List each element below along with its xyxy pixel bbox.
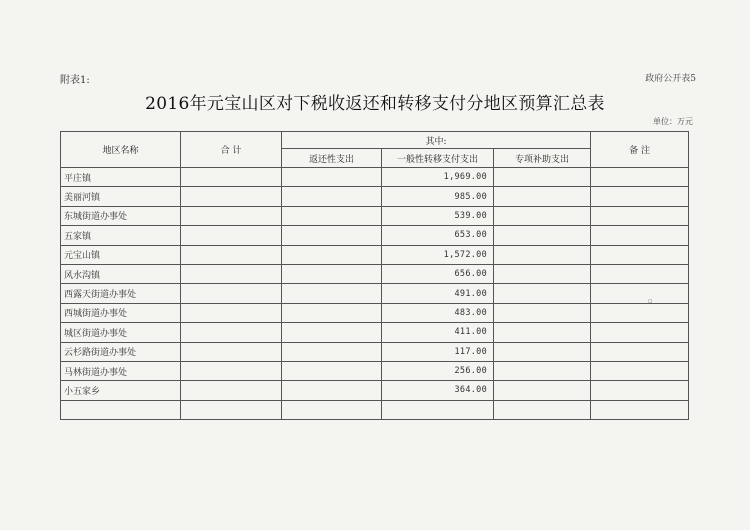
remarks-cell [591, 342, 689, 361]
region-cell [61, 400, 181, 419]
table-row [61, 323, 689, 342]
remarks-cell [591, 187, 689, 206]
general-transfer-cell: 539.00 [382, 206, 494, 225]
remarks-cell [591, 284, 689, 303]
public-disclosure-tag: 政府公开表5 [645, 74, 696, 84]
general-transfer-cell: 653.00 [382, 226, 494, 245]
remarks-cell [591, 206, 689, 225]
rebate-cell [282, 226, 382, 245]
total-cell [181, 226, 282, 245]
region-cell: 五家镇 [61, 226, 181, 245]
table-row [61, 264, 689, 283]
stray-mark: ▫ [648, 297, 653, 305]
table-row [61, 342, 689, 361]
total-cell [181, 245, 282, 264]
total-cell [181, 323, 282, 342]
table-row [61, 381, 689, 400]
rebate-cell [282, 381, 382, 400]
rebate-cell [282, 342, 382, 361]
region-cell: 城区街道办事处 [61, 323, 181, 342]
total-cell [181, 400, 282, 419]
total-cell [181, 264, 282, 283]
table-body [61, 168, 689, 420]
region-cell: 风水沟镇 [61, 264, 181, 283]
budget-table [60, 131, 689, 420]
rebate-cell [282, 168, 382, 187]
remarks-cell [591, 361, 689, 380]
special-subsidy-cell [494, 303, 591, 322]
header-remarks: 备 注 [591, 132, 689, 168]
annex-label: 附表1: [60, 75, 90, 86]
region-cell: 西城街道办事处 [61, 303, 181, 322]
rebate-cell [282, 206, 382, 225]
header-row-1 [61, 132, 689, 149]
special-subsidy-cell [494, 187, 591, 206]
remarks-cell [591, 168, 689, 187]
general-transfer-cell: 985.00 [382, 187, 494, 206]
total-cell [181, 284, 282, 303]
total-cell [181, 342, 282, 361]
general-transfer-cell: 364.00 [382, 381, 494, 400]
unit-label: 单位：万元 [653, 117, 693, 126]
rebate-cell [282, 400, 382, 419]
special-subsidy-cell [494, 284, 591, 303]
rebate-cell [282, 187, 382, 206]
remarks-cell [591, 323, 689, 342]
total-cell [181, 168, 282, 187]
header-rebate: 返还性支出 [282, 149, 382, 168]
special-subsidy-cell [494, 206, 591, 225]
special-subsidy-cell [494, 168, 591, 187]
rebate-cell [282, 303, 382, 322]
special-subsidy-cell [494, 323, 591, 342]
rebate-cell [282, 264, 382, 283]
table-row [61, 361, 689, 380]
table-row [61, 284, 689, 303]
header-special-subsidy: 专项补助支出 [494, 149, 591, 168]
special-subsidy-cell [494, 245, 591, 264]
general-transfer-cell: 117.00 [382, 342, 494, 361]
table-row [61, 400, 689, 419]
region-cell: 西露天街道办事处 [61, 284, 181, 303]
remarks-cell [591, 400, 689, 419]
total-cell [181, 187, 282, 206]
general-transfer-cell: 483.00 [382, 303, 494, 322]
region-cell: 美丽河镇 [61, 187, 181, 206]
general-transfer-cell: 411.00 [382, 323, 494, 342]
remarks-cell [591, 264, 689, 283]
total-cell [181, 206, 282, 225]
rebate-cell [282, 245, 382, 264]
remarks-cell [591, 245, 689, 264]
region-cell: 马林街道办事处 [61, 361, 181, 380]
general-transfer-cell [382, 400, 494, 419]
total-cell [181, 381, 282, 400]
header-general-transfer: 一般性转移支付支出 [382, 149, 494, 168]
remarks-cell [591, 303, 689, 322]
rebate-cell [282, 323, 382, 342]
general-transfer-cell: 1,969.00 [382, 168, 494, 187]
remarks-cell [591, 381, 689, 400]
special-subsidy-cell [494, 226, 591, 245]
special-subsidy-cell [494, 264, 591, 283]
table-row [61, 226, 689, 245]
rebate-cell [282, 361, 382, 380]
special-subsidy-cell [494, 361, 591, 380]
page-title: 2016年元宝山区对下税收返还和转移支付分地区预算汇总表 [145, 94, 605, 114]
rebate-cell [282, 284, 382, 303]
remarks-cell [591, 226, 689, 245]
header-of-which: 其中: [282, 132, 591, 149]
special-subsidy-cell [494, 342, 591, 361]
region-cell: 小五家乡 [61, 381, 181, 400]
header-region: 地区名称 [61, 132, 181, 168]
general-transfer-cell: 1,572.00 [382, 245, 494, 264]
special-subsidy-cell [494, 381, 591, 400]
region-cell: 平庄镇 [61, 168, 181, 187]
table-row [61, 187, 689, 206]
general-transfer-cell: 256.00 [382, 361, 494, 380]
table-row [61, 206, 689, 225]
region-cell: 云杉路街道办事处 [61, 342, 181, 361]
table-row [61, 168, 689, 187]
general-transfer-cell: 491.00 [382, 284, 494, 303]
general-transfer-cell: 656.00 [382, 264, 494, 283]
header-total: 合 计 [181, 132, 282, 168]
region-cell: 元宝山镇 [61, 245, 181, 264]
total-cell [181, 303, 282, 322]
region-cell: 东城街道办事处 [61, 206, 181, 225]
table-row [61, 303, 689, 322]
special-subsidy-cell [494, 400, 591, 419]
total-cell [181, 361, 282, 380]
table-row [61, 245, 689, 264]
